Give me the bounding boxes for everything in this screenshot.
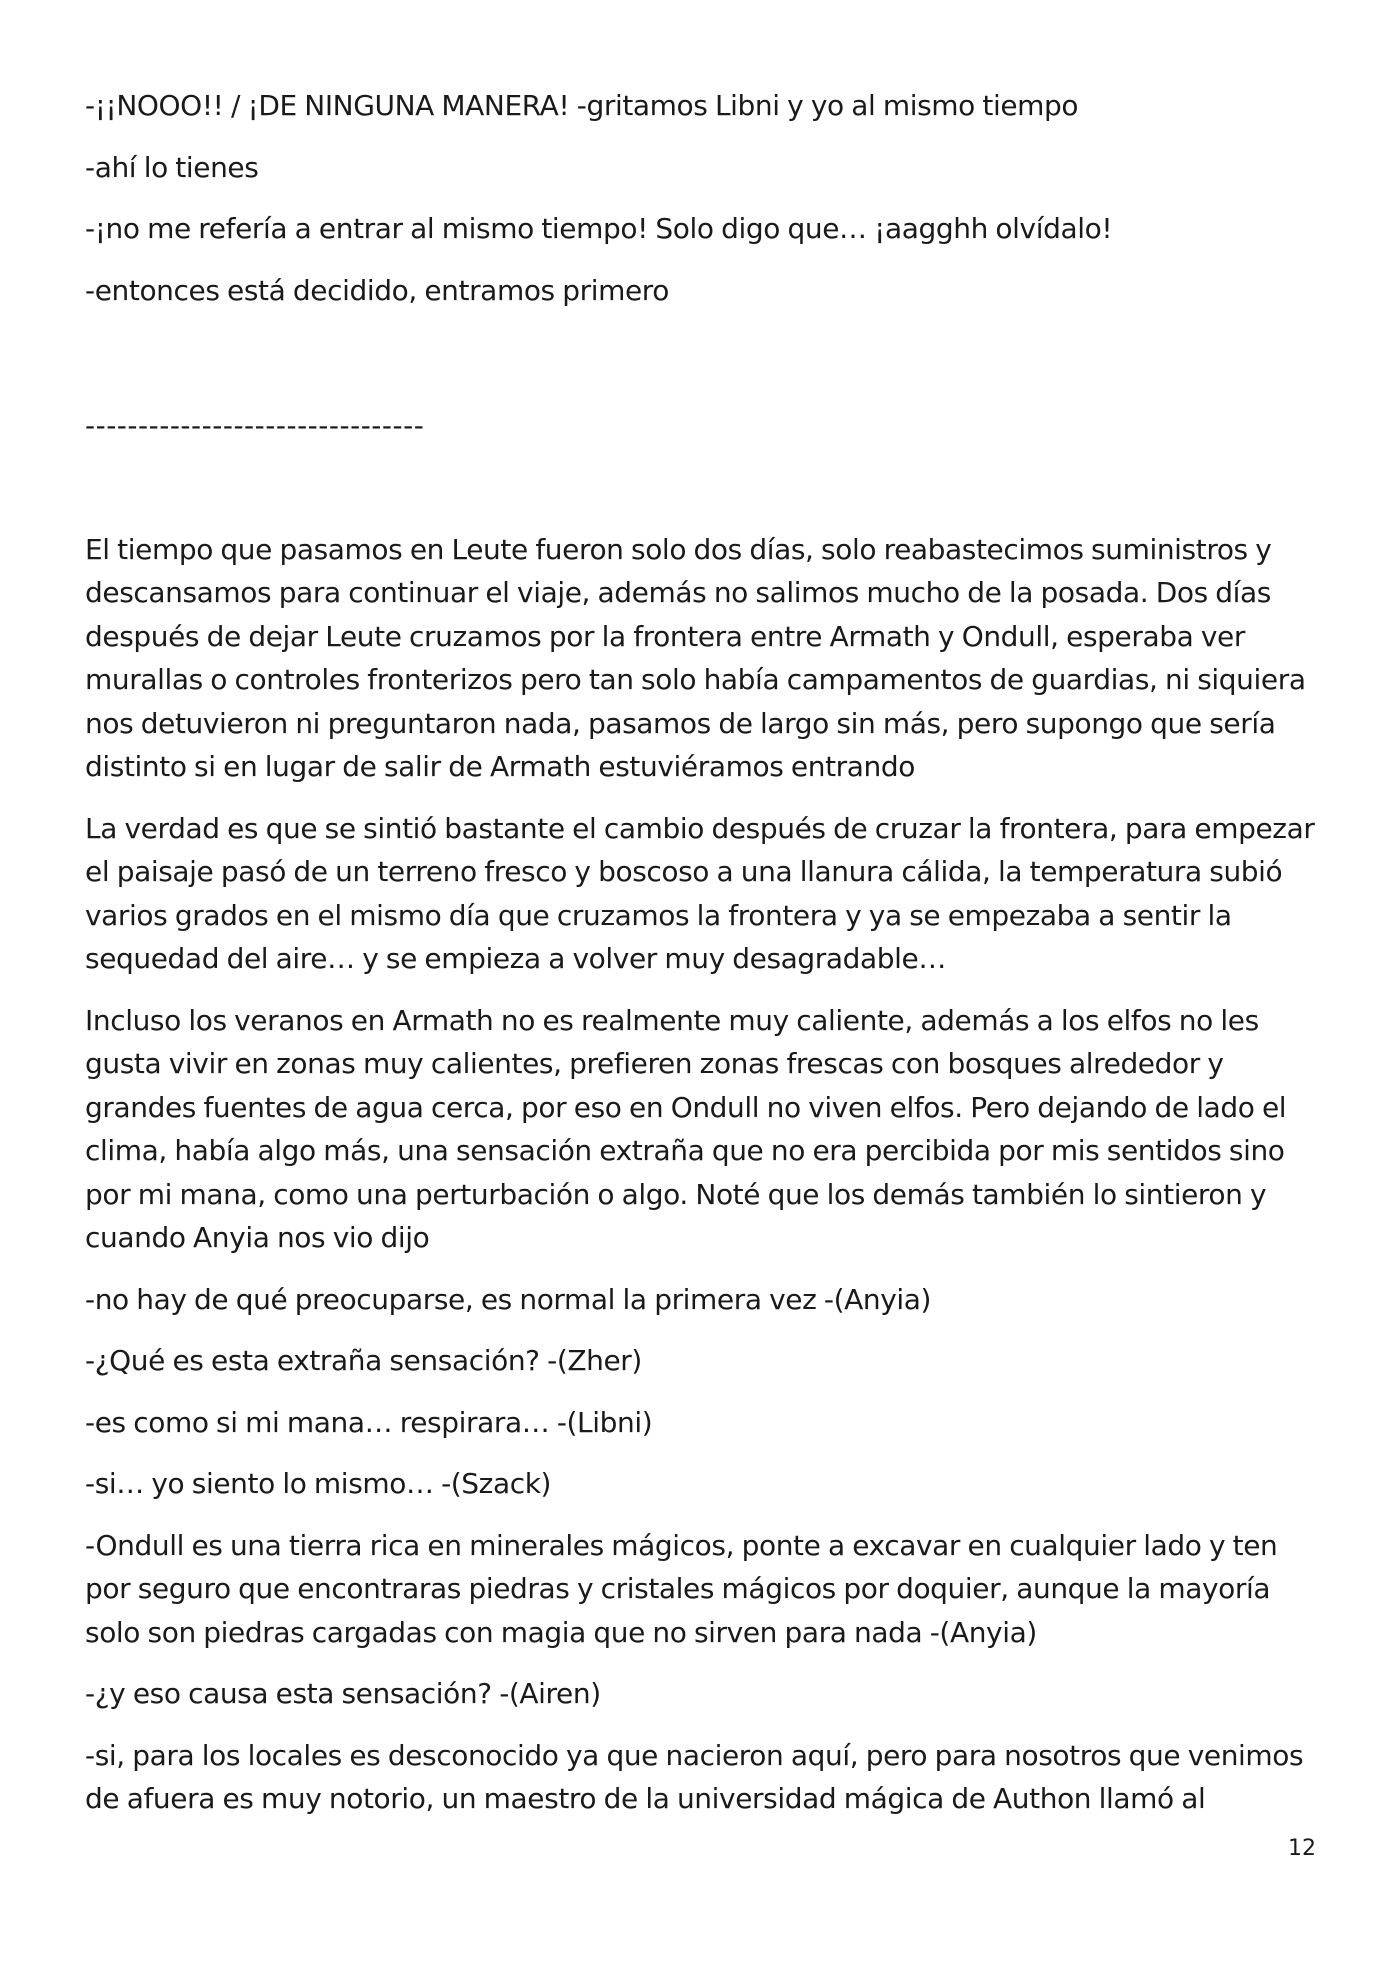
body-paragraph: La verdad es que se sintió bastante el cambio después de cruzar la frontera, para empezar el paisaje pasó de un terreno fresco y boscoso a una llanura cálida, la temperatura subió varios grados en el mismo día que cruzamos la frontera y ya se empezaba a sentir la sequedad del aire… y se empieza a volver muy desagradable… (85, 811, 1315, 975)
body-paragraph: -si, para los locales es desconocido ya que nacieron aquí, pero para nosotros que venimos de afuera es muy notorio, un maestro de la universidad mágica de Authon llamó al (85, 1738, 1304, 1815)
spacer (85, 330, 1317, 404)
dialog-line: -entonces está decidido, entramos primero (85, 273, 670, 307)
spacer (85, 448, 1317, 528)
body-paragraph: Incluso los veranos en Armath no es realmente muy caliente, además a los elfos no les gusta vivir en zonas muy calientes, prefieren zonas frescas con bosques alrededor y grandes fuentes de agua cerca, por eso en Ondull no viven elfos. Pero dejando de lado el clima, había algo más, una sensación extraña que no era percibida por mis sentidos sino por mi mana, como una perturbación o algo. Noté que los demás también lo sintieron y cuando Anyia nos vio dijo (85, 1003, 1287, 1254)
section-separator: -------------------------------- (85, 409, 425, 442)
body-paragraph: El tiempo que pasamos en Leute fueron solo dos días, solo reabastecimos suministros y descansamos para continuar el viaje, además no salimos mucho de la posada. Dos días después de dejar Leute cruzamos por la frontera entre Armath y Ondull, esperaba ver murallas o controles fronterizos pero tan solo había campamentos de guardias, ni siquiera nos detuvieron ni preguntaron nada, pasamos de largo sin más, pero supongo que sería distinto si en lugar de salir de Armath estuviéramos entrando (85, 532, 1306, 783)
page-number: 12 (1288, 1836, 1316, 1861)
dialog-line: -¿y eso causa esta sensación? -(Airen) (85, 1677, 601, 1710)
dialog-line: -si… yo siento lo mismo… -(Szack) (85, 1467, 552, 1500)
dialog-line: -es como si mi mana… respirara… -(Libni) (85, 1405, 653, 1439)
dialog-line: -no hay de qué preocuparse, es normal la primera vez -(Anyia) (85, 1282, 932, 1316)
dialog-line: -¡¡NOOO!! / ¡DE NINGUNA MANERA! -gritamos Libni y yo al mismo tiempo (85, 89, 1079, 122)
dialog-line: -ahí lo tienes (85, 150, 259, 184)
dialog-line: -¿Qué es esta extraña sensación? -(Zher) (85, 1344, 642, 1377)
page-content (85, 84, 1317, 1839)
dialog-line: -¡no me refería a entrar al mismo tiempo! Solo digo que… ¡aagghh olvídalo! (85, 212, 1113, 245)
body-paragraph: -Ondull es una tierra rica en minerales mágicos, ponte a excavar en cualquier lado y ten por seguro que encontraras piedras y cristales mágicos por doquier, aunque la mayoría solo son piedras cargadas con magia que no sirven para nada -(Anyia) (85, 1528, 1278, 1649)
